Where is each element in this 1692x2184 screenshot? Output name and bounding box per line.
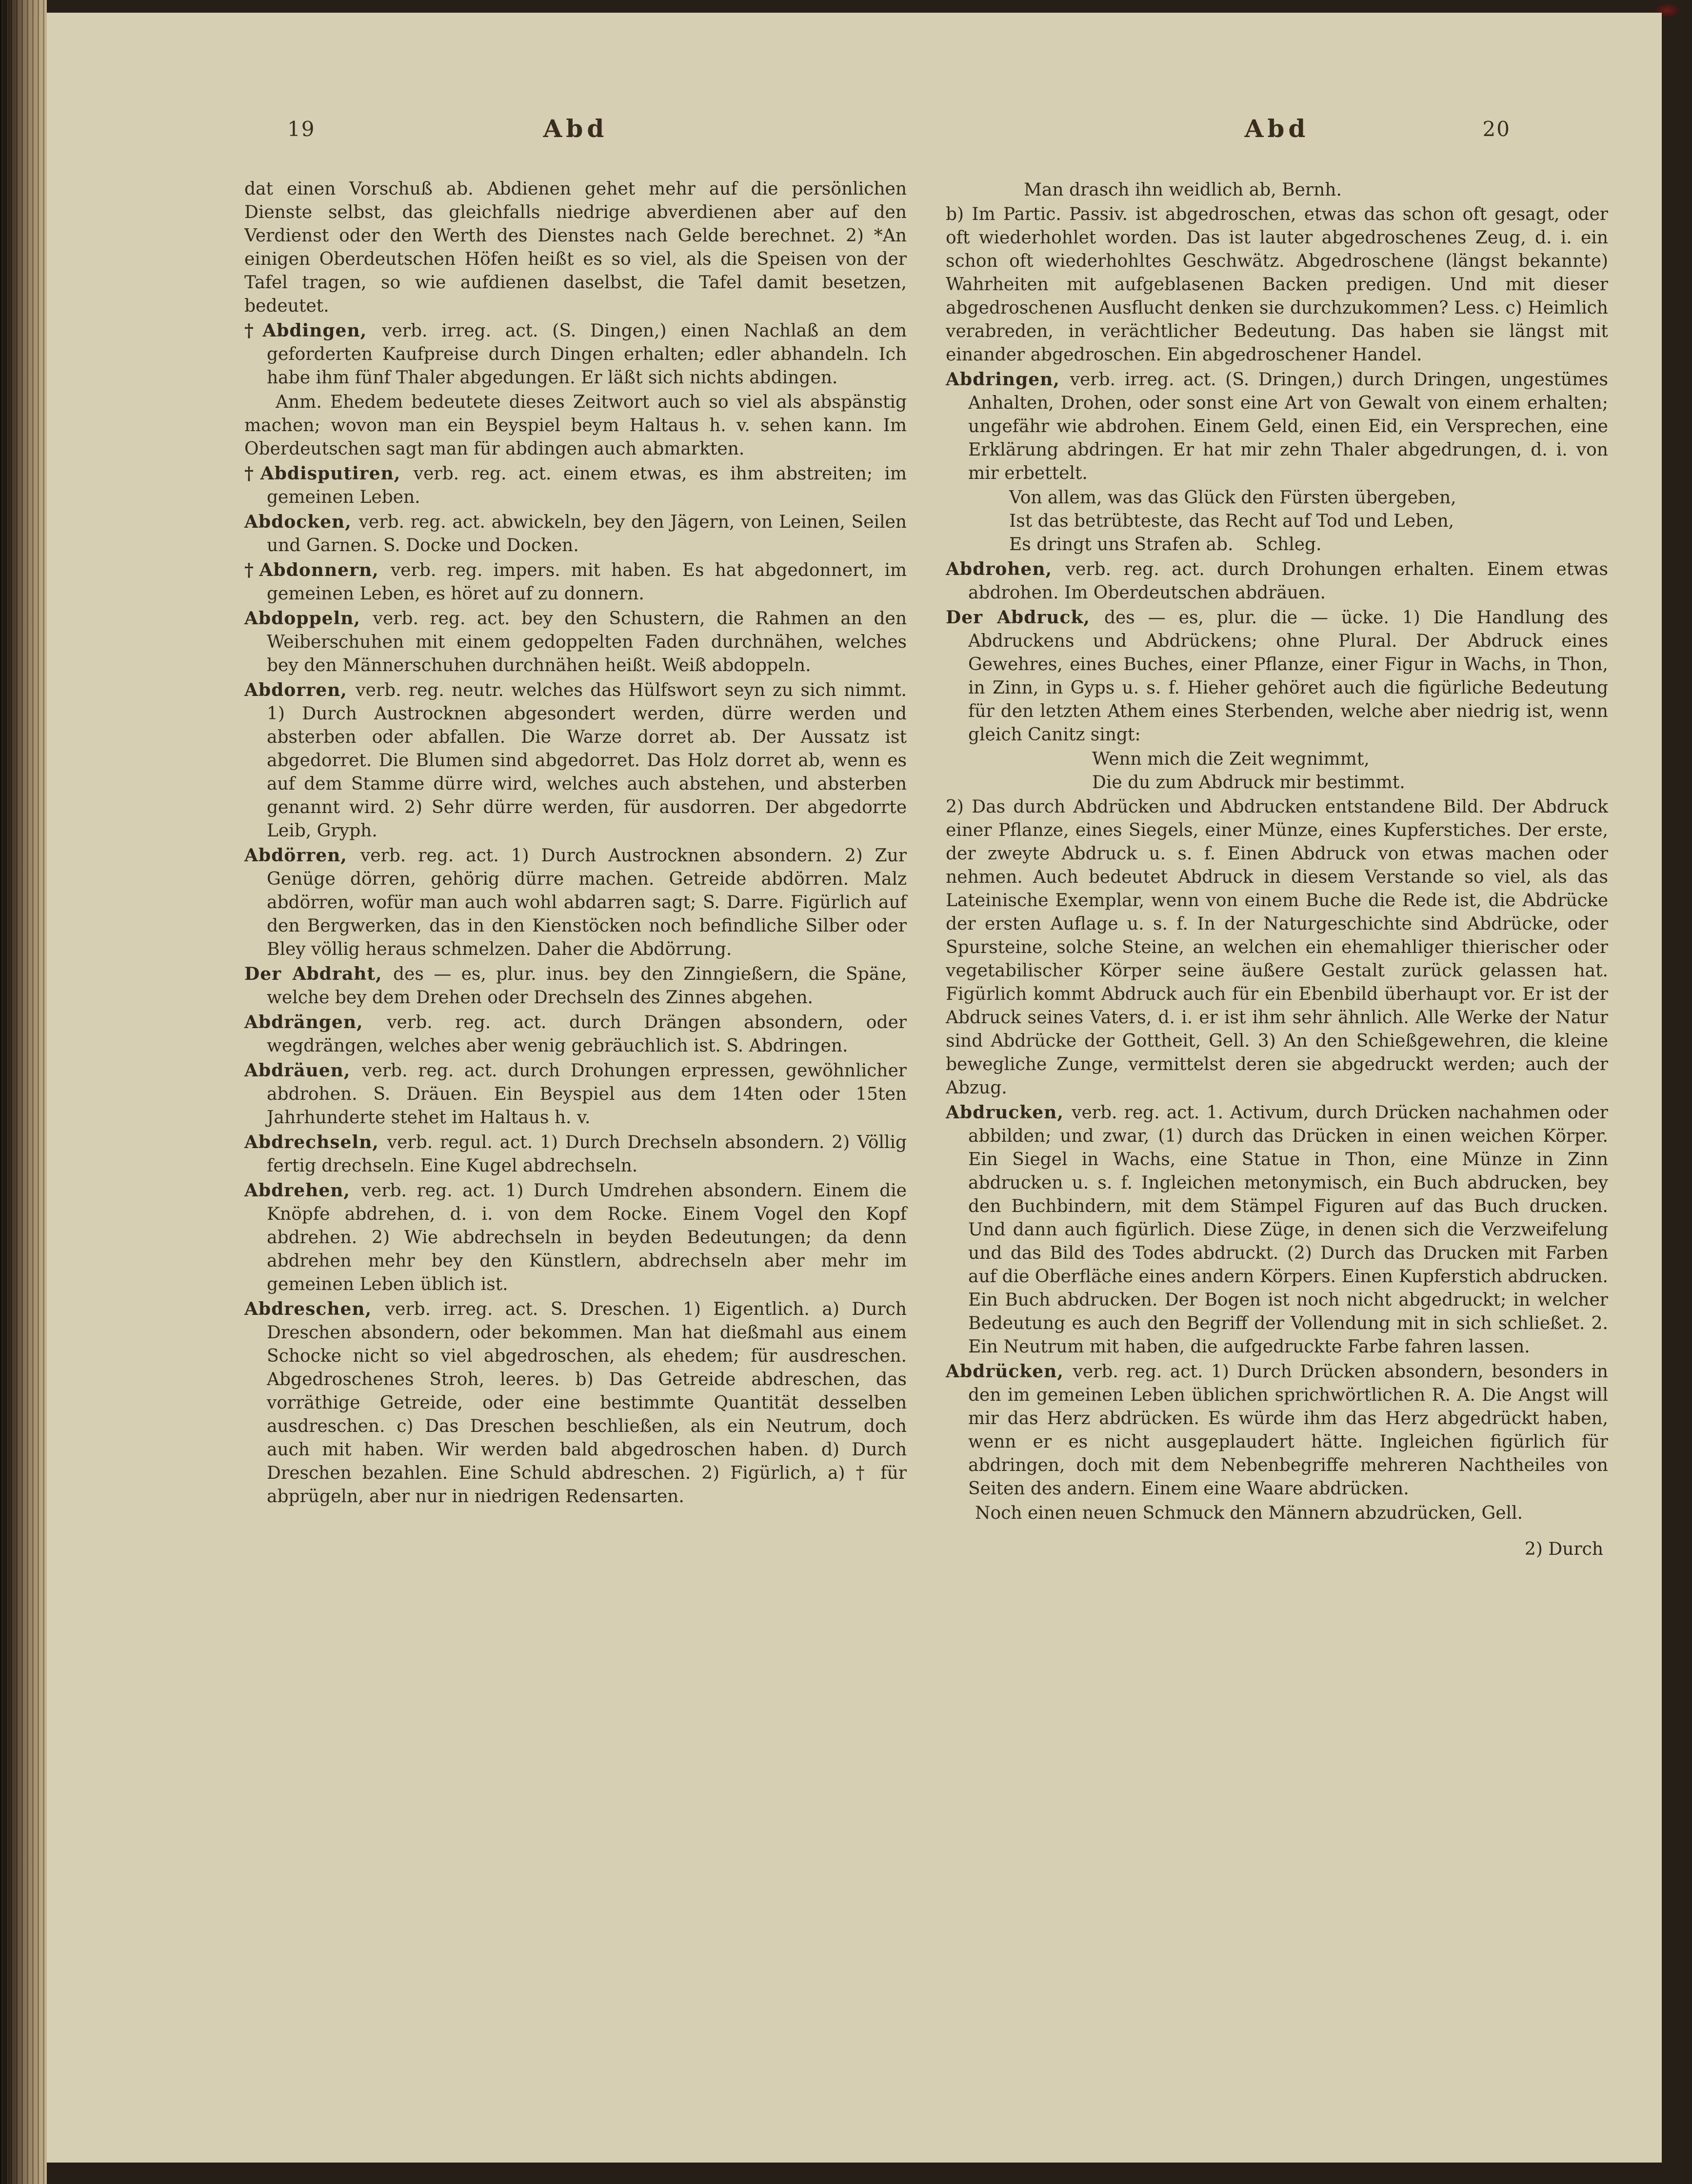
dictionary-entry: Abdrängen, verb. reg. act. durch Drängen absondern, oder wegdrängen, welches aber wenig gebräuchlich ist. S. Abdringen.: [244, 1012, 907, 1056]
dictionary-entry: Abdoppeln, verb. reg. act. bey den Schustern, die Rahmen an den Weiberschuhen mit einem gedoppelten Faden durchnähen, welches bey den Männerschuhen durchnähen heißt. Weiß abdoppeln.: [244, 608, 907, 675]
dictionary-entry: Abdocken, verb. reg. act. abwickeln, bey den Jägern, von Leinen, Seilen und Garnen. S. Docke und Docken.: [244, 512, 907, 556]
running-head-left: Abd: [543, 114, 608, 143]
verse-line: Man drasch ihn weidlich ab, Bernh.: [1024, 180, 1342, 200]
entry-headword: Abdreschen,: [244, 1299, 385, 1319]
entry-headword: Abdörren,: [244, 845, 360, 866]
dictionary-entry: Abdrohen, verb. reg. act. durch Drohungen erhalten. Einem etwas abdrohen. Im Oberdeutschen abdräuen.: [946, 559, 1608, 603]
entry-headword: Der Abdruck,: [946, 607, 1104, 628]
verse-quote: [946, 1502, 1608, 1525]
entry-headword: †Abdonnern,: [244, 560, 391, 580]
running-head-right: Abd: [1244, 114, 1310, 143]
dictionary-entry: Abdrücken, verb. reg. act. 1) Durch Drücken absondern, besonders in den im gemeinen Leben üblichen sprichwörtlichen R. A. Die Angst will mir das Herz abdrücken. Es würde ihm das Herz abgedrückt haben, wenn er es nicht ausgeplaudert hätte. Ingleichen figürlich für abdringen, doch mit dem Nebenbegriffe mehreren Nachtheiles von Seiten des andern. Einem eine Waare abdrücken.: [946, 1361, 1608, 1499]
verse-quote: [946, 179, 1608, 202]
right-header-half: [946, 114, 1608, 148]
dictionary-entry: Der Abdruck, des — es, plur. die — ücke. 1) Die Handlung des Abdruckens und Abdrückens; ohne Plural. Der Abdruck eines Gewehres, eines Buches, einer Pflanze, einer Figur in Wachs, in Thon, in Zinn, in Gyps u. s. f. Hieher gehöret auch die figürliche Bedeutung für den letzten Athem eines Sterbenden, welche aber niedrig ist, wenn gleich Canitz singt:: [946, 607, 1609, 745]
dictionary-entry: †Abdingen, verb. irreg. act. (S. Dingen,) einen Nachlaß an dem geforderten Kaufpreise durch Dingen erhalten; edler abhandeln. Ich habe ihm fünf Thaler abgedungen. Er läßt sich nichts abdingen.: [244, 320, 907, 388]
entry-headword: Abdrücken,: [946, 1361, 1073, 1382]
dictionary-entry: †Abdisputiren, verb. reg. act. einem etwas, es ihm abstreiten; im gemeinen Leben.: [244, 463, 907, 507]
verse-quote: [946, 748, 1608, 794]
entry-headword: Abdringen,: [946, 369, 1070, 390]
paper-page: [47, 13, 1662, 2163]
entry-headword: Abdorren,: [244, 680, 356, 700]
entry-headword: †Abdisputiren,: [244, 463, 414, 484]
dictionary-entry: Abdräuen, verb. reg. act. durch Drohungen erpressen, gewöhnlicher abdrohen. S. Dräuen. Ein Beyspiel aus dem 14ten oder 15ten Jahrhunderte stehet im Haltaus h. v.: [244, 1060, 907, 1128]
dictionary-entry: Abdorren, verb. reg. neutr. welches das Hülfswort seyn zu sich nimmt. 1) Durch Austrocknen abgesondert werden, dürre werden und absterben oder abfallen. Die Warze dorret ab. Der Aussatz ist abgedorret. Die Blumen sind abgedorret. Das Holz dorret ab, wenn es auf dem Stamme dürre wird, welches auch abstehen, und absterben genannt wird. 2) Sehr dürre werden, für ausdorren. Der abgedorrte Leib, Gryph.: [244, 680, 907, 841]
page-number-left: 19: [287, 117, 316, 141]
book-binding-edge: [0, 0, 47, 2184]
dictionary-entry: Abdörren, verb. reg. act. 1) Durch Austrocknen absondern. 2) Zur Genüge dörren, gehörig dürre machen. Getreide abdörren. Malz abdörren, wofür man auch wohl abdarren sagt; S. Darre. Figürlich auf den Bergwerken, das in den Kienstöcken noch befindliche Silber oder Bley völlig heraus schmelzen. Daher die Abdörrung.: [244, 845, 907, 959]
paragraph: Anm. Ehedem bedeutete dieses Zeitwort auch so viel als abspänstig machen; wovon man ein Beyspiel beym Haltaus h. v. sehen kann. Im Oberdeutschen sagt man für abdingen auch abmarkten.: [244, 392, 907, 459]
dictionary-entry: Abdringen, verb. irreg. act. (S. Dringen,) durch Dringen, ungestümes Anhalten, Drohen, oder sonst eine Art von Gewalt von einem erhalten; ungefähr wie abdrohen. Einem Geld, einen Eid, ein Versprechen, eine Erklärung abdringen. Er hat mir zehn Thaler abgedrungen, d. i. von mir erbettelt.: [946, 369, 1608, 483]
entry-headword: Abdocken,: [244, 512, 359, 532]
verse-line: Wenn mich die Zeit wegnimmt,: [1092, 749, 1370, 769]
dictionary-entry: Der Abdraht, des — es, plur. inus. bey den Zinngießern, die Späne, welche bey dem Drehen oder Drechseln des Zinnes abgehen.: [244, 964, 907, 1008]
left-text-column: [244, 178, 907, 1561]
right-text-column: [946, 178, 1608, 1561]
verse-line: Die du zum Abdruck mir bestimmt.: [1092, 773, 1405, 793]
paragraph: b) Im Partic. Passiv. ist abgedroschen, etwas das schon oft gesagt, oder oft wiederhohlet worden. Das ist lauter abgedroschenes Zeug, d. i. ein schon oft wiederhohltes Geschwätz. Abgedroschene (längst bekannte) Wahrheiten mit aufgeblasenen Backen predigen. Und mit dieser abgedroschenen Ausflucht denken sie durchzukommen? Less. c) Heimlich verabreden, in verächtlicher Bedeutung. Das haben sie längst mit einander abgedroschen. Ein abgedroschener Handel.: [946, 204, 1608, 365]
verse-quote: [946, 486, 1608, 556]
entry-headword: Abdrehen,: [244, 1180, 361, 1201]
left-header-half: [244, 114, 907, 148]
page-header: [47, 13, 1662, 148]
entry-headword: Abdräuen,: [244, 1060, 362, 1081]
entry-headword: Der Abdraht,: [244, 964, 393, 984]
entry-headword: Abdrohen,: [946, 559, 1066, 579]
verse-line: Noch einen neuen Schmuck den Männern abzudrücken, Gell.: [975, 1503, 1523, 1523]
dictionary-entry: Abdrechseln, verb. regul. act. 1) Durch Drechseln absondern. 2) Völlig fertig drechseln. Eine Kugel abdrechseln.: [244, 1132, 907, 1176]
dictionary-entry: Abdrucken, verb. reg. act. 1. Activum, durch Drücken nachahmen oder abbilden; und zwar, (1) durch das Drücken in einen weichen Körper. Ein Siegel in Wachs, eine Statue in Thon, eine Münze in Zinn abdrucken u. s. f. Ingleichen metonymisch, ein Buch abdrucken, bey den Buchbindern, mit dem Stämpel Figuren auf das Buch drucken. Und dann auch figürlich. Diese Züge, in denen sich die Verzweifelung und das Bild des Todes abdruckt. (2) Durch das Drucken mit Farben auf die Oberfläche eines andern Körpers. Einen Kupferstich abdrucken. Ein Buch abdrucken. Der Bogen ist noch nicht abgedruckt; in welcher Bedeutung es auch den Begriff der Vollendung mit in sich schließet. 2. Ein Neutrum mit haben, die aufgedruckte Farbe fahren lassen.: [946, 1102, 1608, 1357]
paragraph: 2) Das durch Abdrücken und Abdrucken entstandene Bild. Der Abdruck einer Pflanze, eines Siegels, einer Münze, eines Kupferstiches. Der erste, der zweyte Abdruck u. s. f. Einen Abdruck von etwas machen oder nehmen. Auch bedeutet Abdruck in diesem Verstande so viel, als das Lateinische Exemplar, wenn von einem Buche die Rede ist, die Abdrücke der ersten Auflage u. s. f. In der Naturgeschichte sind Abdrücke, oder Spursteine, solche Steine, an welchen ein ehemahliger thierischer oder vegetabilischer Körper seine äußere Gestalt zurück gelassen hat. Figürlich kommt Abdruck auch für ein Ebenbild überhaupt vor. Er ist der Abdruck seines Vaters, d. i. er ist ihm sehr ähnlich. Alle Werke der Natur sind Abdrücke der Gottheit, Gell. 3) An den Schießgewehren, die kleine bewegliche Zunge, vermittelst deren sie abgedruckt werden; auch der Abzug.: [946, 797, 1608, 1098]
verse-line: Von allem, was das Glück den Fürsten übergeben,: [1009, 488, 1456, 508]
entry-headword: Abdrechseln,: [244, 1132, 387, 1152]
dictionary-entry: †Abdonnern, verb. reg. impers. mit haben. Es hat abgedonnert, im gemeinen Leben, es höret auf zu donnern.: [244, 560, 907, 604]
entry-headword: Abdrucken,: [946, 1102, 1072, 1123]
catchword: 2) Durch: [1525, 1539, 1603, 1559]
dictionary-entry: Abdreschen, verb. irreg. act. S. Dreschen. 1) Eigentlich. a) Durch Dreschen absondern, oder bekommen. Man hat dießmahl aus einem Schocke nicht so viel abgedroschen, als ehedem; für ausdreschen. Abgedroschenes Stroh, leeres. b) Das Getreide abdreschen, das vorräthige Getreide, oder eine bestimmte Quantität desselben ausdreschen. c) Das Dreschen beschließen, als ein Neutrum, doch auch mit haben. Wir werden bald abgedroschen haben. d) Durch Dreschen bezahlen. Eine Schuld abdreschen. 2) Figürlich, a) † für abprügeln, aber nur in niedrigen Redensarten.: [244, 1299, 907, 1507]
page-number-right: 20: [1482, 117, 1511, 141]
entry-headword: Abdrängen,: [244, 1012, 387, 1032]
verse-line: Es dringt uns Strafen ab. Schleg.: [1009, 535, 1322, 555]
verse-line: Ist das betrübteste, das Recht auf Tod und Leben,: [1009, 511, 1454, 531]
entry-headword: Abdoppeln,: [244, 608, 373, 629]
text-columns: [47, 148, 1662, 1561]
paragraph: dat einen Vorschuß ab. Abdienen gehet mehr auf die persönlichen Dienste selbst, das gleichfalls niedrige abverdienen aber auf den Verdienst oder den Werth des Dienstes nach Gelde berechnet. 2) *An einigen Oberdeutschen Höfen heißt es so viel, als die Speisen von der Tafel tragen, so wie aufdienen daselbst, die Tafel damit besetzen, bedeutet.: [244, 179, 907, 316]
dictionary-entry: Abdrehen, verb. reg. act. 1) Durch Umdrehen absondern. Einem die Knöpfe abdrehen, d. i. von dem Rocke. Einem Vogel den Kopf abdrehen. 2) Wie abdrechseln in beyden Bedeutungen; da denn abdrehen mehr bey den Künstlern, abdrechseln aber mehr im gemeinen Leben üblich ist.: [244, 1180, 907, 1294]
entry-headword: †Abdingen,: [244, 320, 382, 341]
